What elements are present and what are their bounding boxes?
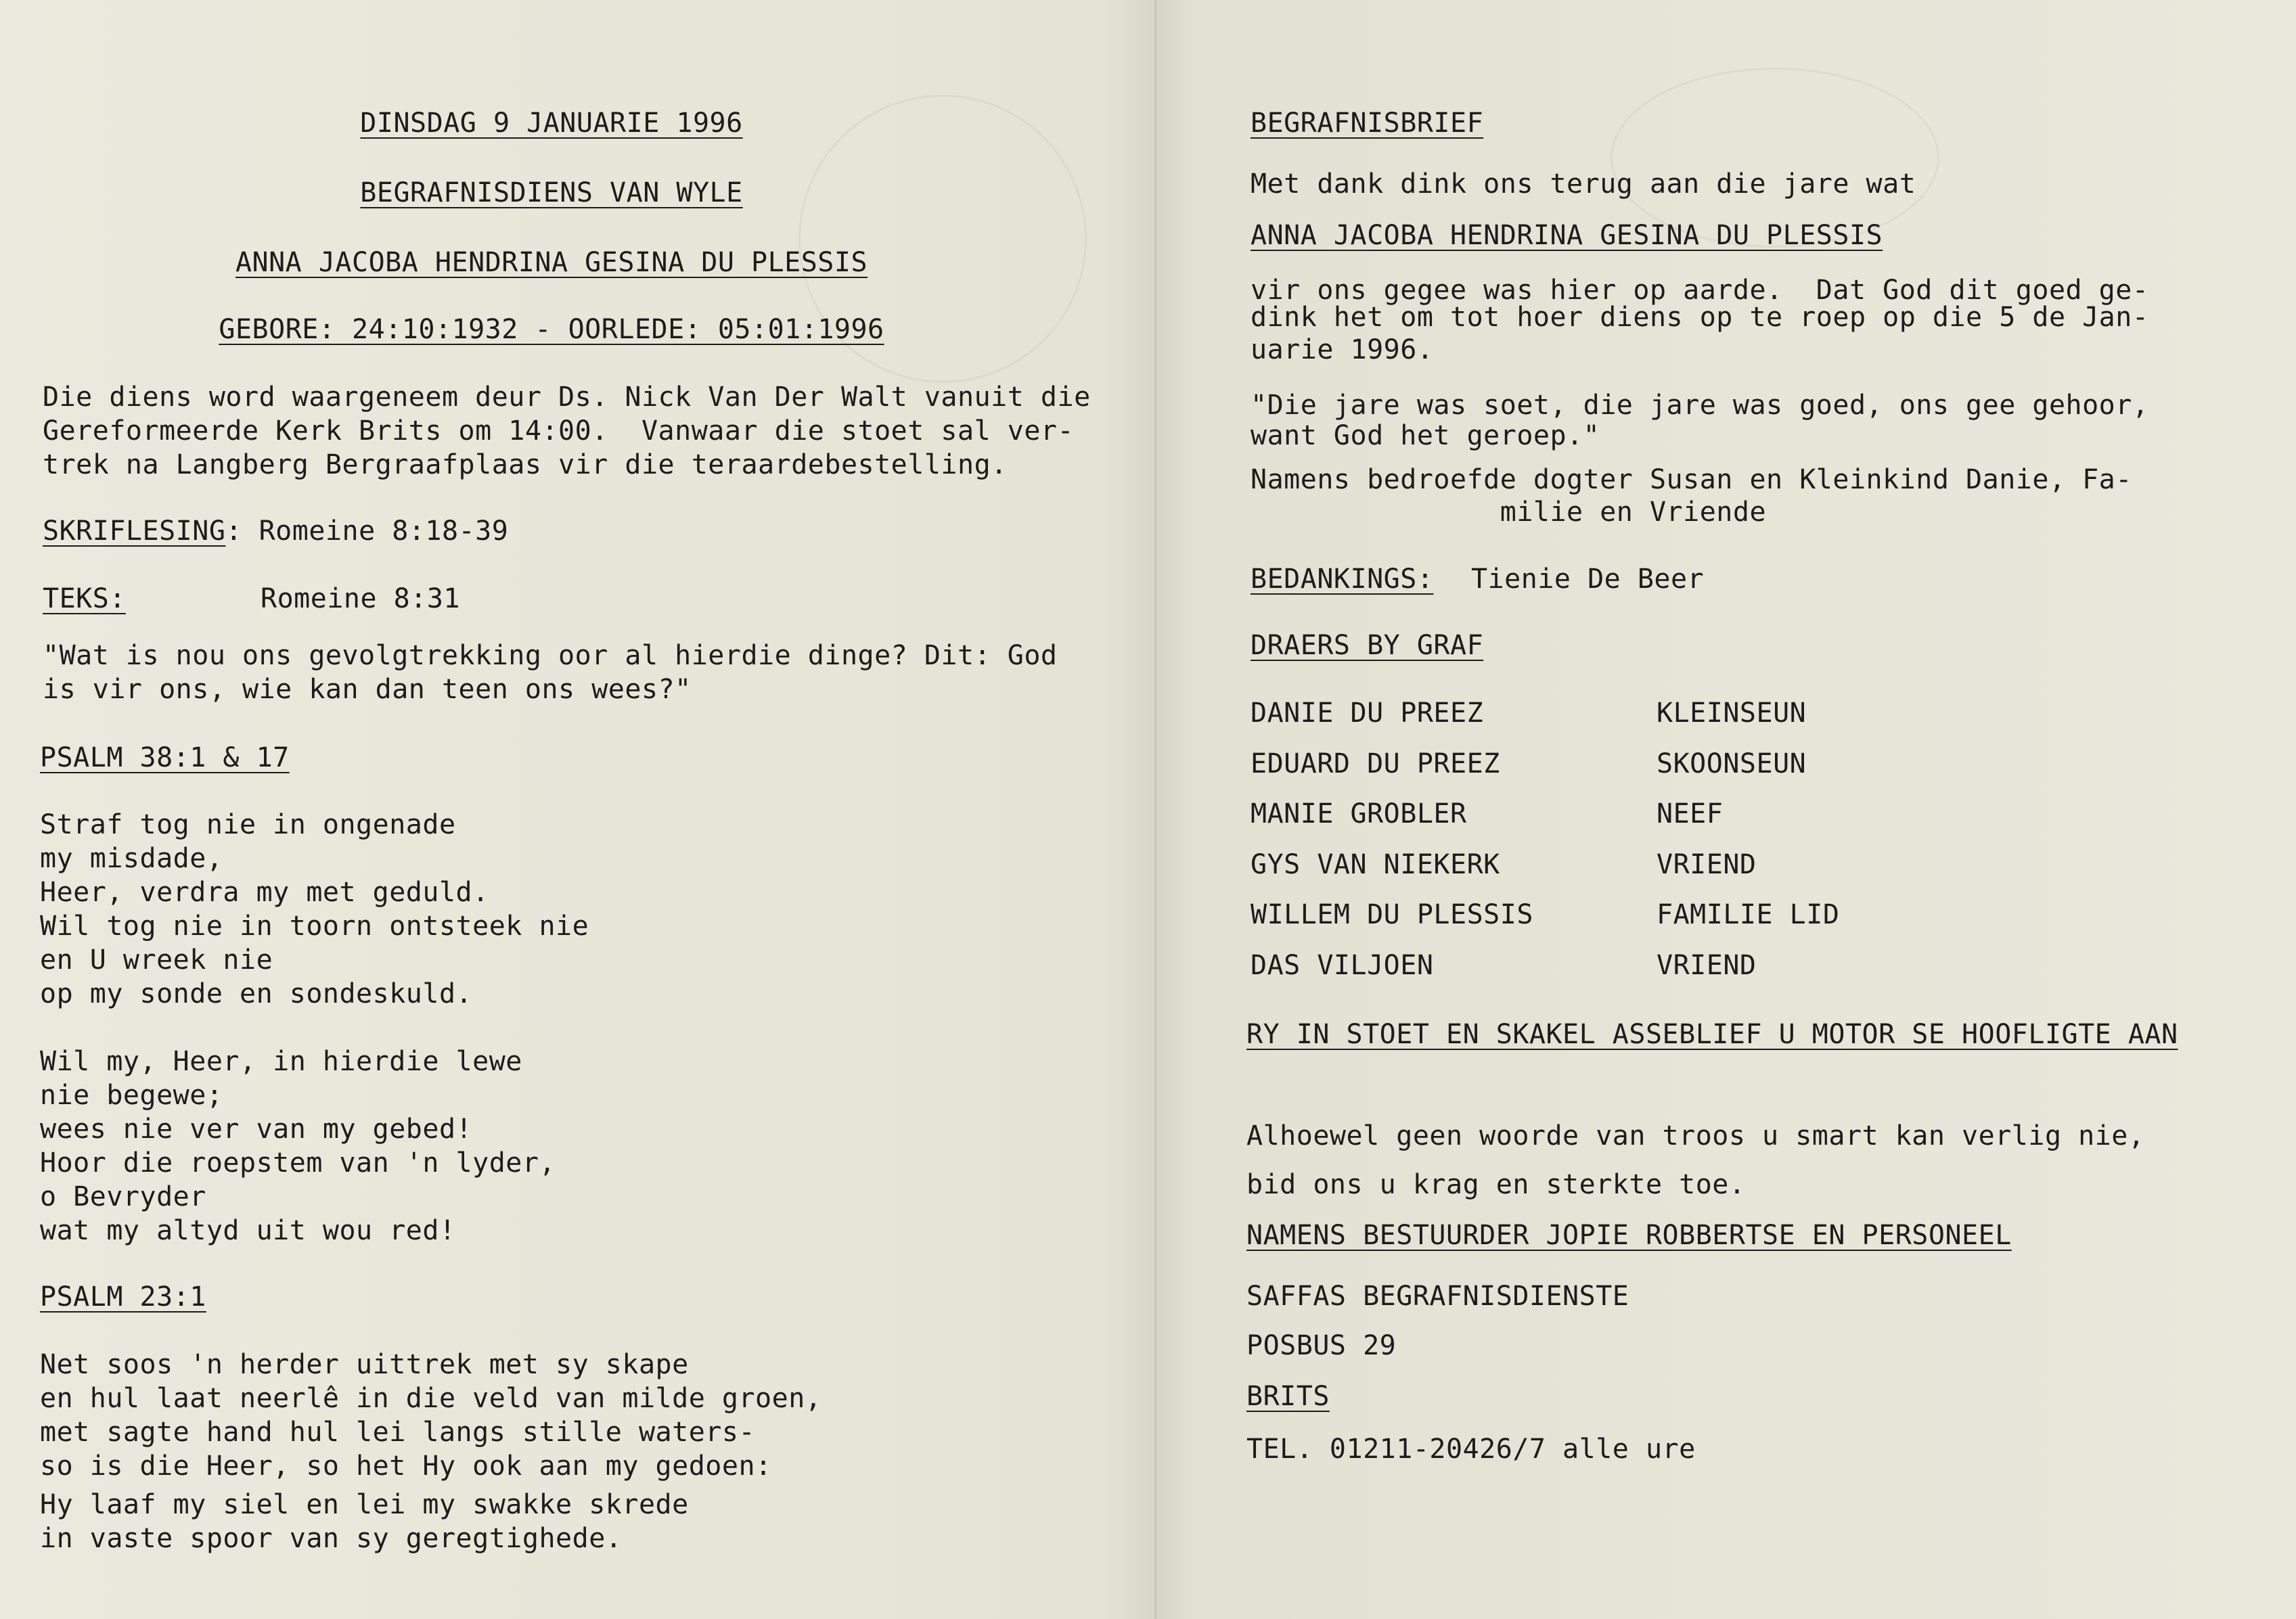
- right-page: [1245, 0, 2247, 1619]
- bearers-title: DRAERS BY GRAF: [1251, 630, 1484, 661]
- psalm-line: Hy laaf my siel en lei my swakke skrede: [40, 1489, 689, 1520]
- letter-line: Met dank dink ons terug aan die jare wat: [1251, 168, 1916, 200]
- psalm-line: Wil my, Heer, in hierdie lewe: [40, 1046, 522, 1077]
- psalm-23-title: PSALM 23:1: [40, 1281, 206, 1313]
- comfort-line: Alhoewel geen woorde van troos u smart kan verlig nie,: [1246, 1120, 2145, 1151]
- bearer-name: DANIE DU PREEZ: [1251, 698, 1484, 729]
- psalm-line: nie begewe;: [40, 1080, 223, 1111]
- headlights-notice: RY IN STOET EN SKAKEL ASSEBLIEF U MOTOR SE HOOFLIGTE AAN: [1246, 1019, 2178, 1050]
- bearer-relation: SKOONSEUN: [1657, 748, 1807, 779]
- bearer-relation: VRIEND: [1657, 950, 1757, 981]
- quote-line: is vir ons, wie kan dan teen ons wees?": [43, 674, 692, 705]
- comfort-line: bid ons u krag en sterkte toe.: [1246, 1169, 1746, 1200]
- bearer-relation: KLEINSEUN: [1657, 698, 1807, 729]
- quote-line: "Wat is nou ons gevolgtrekking oor al hierdie dinge? Dit: God: [43, 640, 1058, 671]
- deceased-name: ANNA JACOBA HENDRINA GESINA DU PLESSIS: [235, 247, 868, 278]
- letter-quote: "Die jare was soet, die jare was goed, ons gee gehoor,: [1251, 390, 2149, 421]
- text-value: Romeine 8:31: [261, 583, 460, 614]
- psalm-line: wat my altyd uit wou red!: [40, 1215, 456, 1246]
- letter-title: BEGRAFNISBRIEF: [1251, 108, 1484, 139]
- psalm-line: op my sonde en sondeskuld.: [40, 978, 473, 1009]
- director-line: NAMENS BESTUURDER JOPIE ROBBERTSE EN PERSONEEL: [1246, 1220, 2012, 1251]
- intro-line: trek na Langberg Bergraafplaas vir die teraardebestelling.: [43, 449, 1008, 480]
- letter-line: vir ons gegee was hier op aarde. Dat God dit goed ge-: [1251, 275, 2149, 306]
- psalm-line: Hoor die roepstem van 'n lyder,: [40, 1147, 556, 1179]
- psalm-38-title: PSALM 38:1 & 17: [40, 742, 290, 773]
- town: BRITS: [1246, 1381, 1330, 1412]
- service-title: BEGRAFNISDIENS VAN WYLE: [360, 177, 743, 208]
- letter-signature: milie en Vriende: [1251, 497, 1767, 528]
- intro-line: Gereformeerde Kerk Brits om 14:00. Vanwaar die stoet sal ver-: [43, 415, 1075, 447]
- bearer-name: GYS VAN NIEKERK: [1251, 849, 1500, 880]
- scripture-reading-label: SKRIFLESING: [43, 516, 226, 547]
- postal-box: POSBUS 29: [1246, 1330, 1397, 1361]
- text-label: TEKS:: [43, 583, 126, 614]
- bearer-name: DAS VILJOEN: [1251, 950, 1434, 981]
- psalm-line: Straf tog nie in ongenade: [40, 809, 456, 840]
- telephone: TEL. 01211-20426/7 alle ure: [1246, 1434, 1696, 1465]
- bearer-relation: VRIEND: [1657, 849, 1757, 880]
- bearer-name: WILLEM DU PLESSIS: [1251, 899, 1533, 930]
- psalm-line: in vaste spoor van sy geregtighede.: [40, 1523, 623, 1554]
- psalm-line: o Bevryder: [40, 1181, 206, 1212]
- psalm-line: met sagte hand hul lei langs stille waters-: [40, 1417, 756, 1448]
- psalm-line: Heer, verdra my met geduld.: [40, 877, 489, 908]
- intro-line: Die diens word waargeneem deur Ds. Nick Van Der Walt vanuit die: [43, 382, 1091, 413]
- psalm-line: wees nie ver van my gebed!: [40, 1114, 473, 1145]
- bearer-name: EDUARD DU PREEZ: [1251, 748, 1500, 779]
- bearer-name: MANIE GROBLER: [1251, 798, 1467, 829]
- letter-deceased-name: ANNA JACOBA HENDRINA GESINA DU PLESSIS: [1251, 220, 1883, 251]
- psalm-line: en hul laat neerlê in die veld van milde groen,: [40, 1383, 822, 1414]
- psalm-line: Net soos 'n herder uittrek met sy skape: [40, 1349, 689, 1380]
- bearer-relation: NEEF: [1657, 798, 1724, 829]
- company-name: SAFFAS BEGRAFNISDIENSTE: [1246, 1281, 1629, 1312]
- psalm-line: en U wreek nie: [40, 944, 273, 976]
- psalm-line: my misdade,: [40, 843, 223, 874]
- bearer-relation: FAMILIE LID: [1657, 899, 1840, 930]
- birth-death-dates: GEBORE: 24:10:1932 - OORLEDE: 05:01:1996: [219, 314, 884, 345]
- thanks-label: BEDANKINGS:: [1251, 564, 1434, 595]
- letter-line: dink het om tot hoer diens op te roep op die 5 de Jan-: [1251, 302, 2149, 333]
- letter-quote: want God het geroep.": [1251, 420, 1600, 451]
- left-page: [37, 0, 1120, 1619]
- psalm-line: so is die Heer, so het Hy ook aan my gedoen:: [40, 1451, 772, 1482]
- thanks-value: Tienie De Beer: [1471, 564, 1705, 595]
- service-date: DINSDAG 9 JANUARIE 1996: [360, 108, 743, 139]
- letter-line: uarie 1996.: [1251, 334, 1434, 365]
- psalm-line: Wil tog nie in toorn ontsteek nie: [40, 911, 589, 942]
- letter-signature: Namens bedroefde dogter Susan en Kleinkind Danie, Fa-: [1251, 464, 2132, 495]
- scripture-reading-value: : Romeine 8:18-39: [225, 516, 509, 547]
- center-fold: [1154, 0, 1156, 1619]
- scripture-reading: [43, 515, 508, 547]
